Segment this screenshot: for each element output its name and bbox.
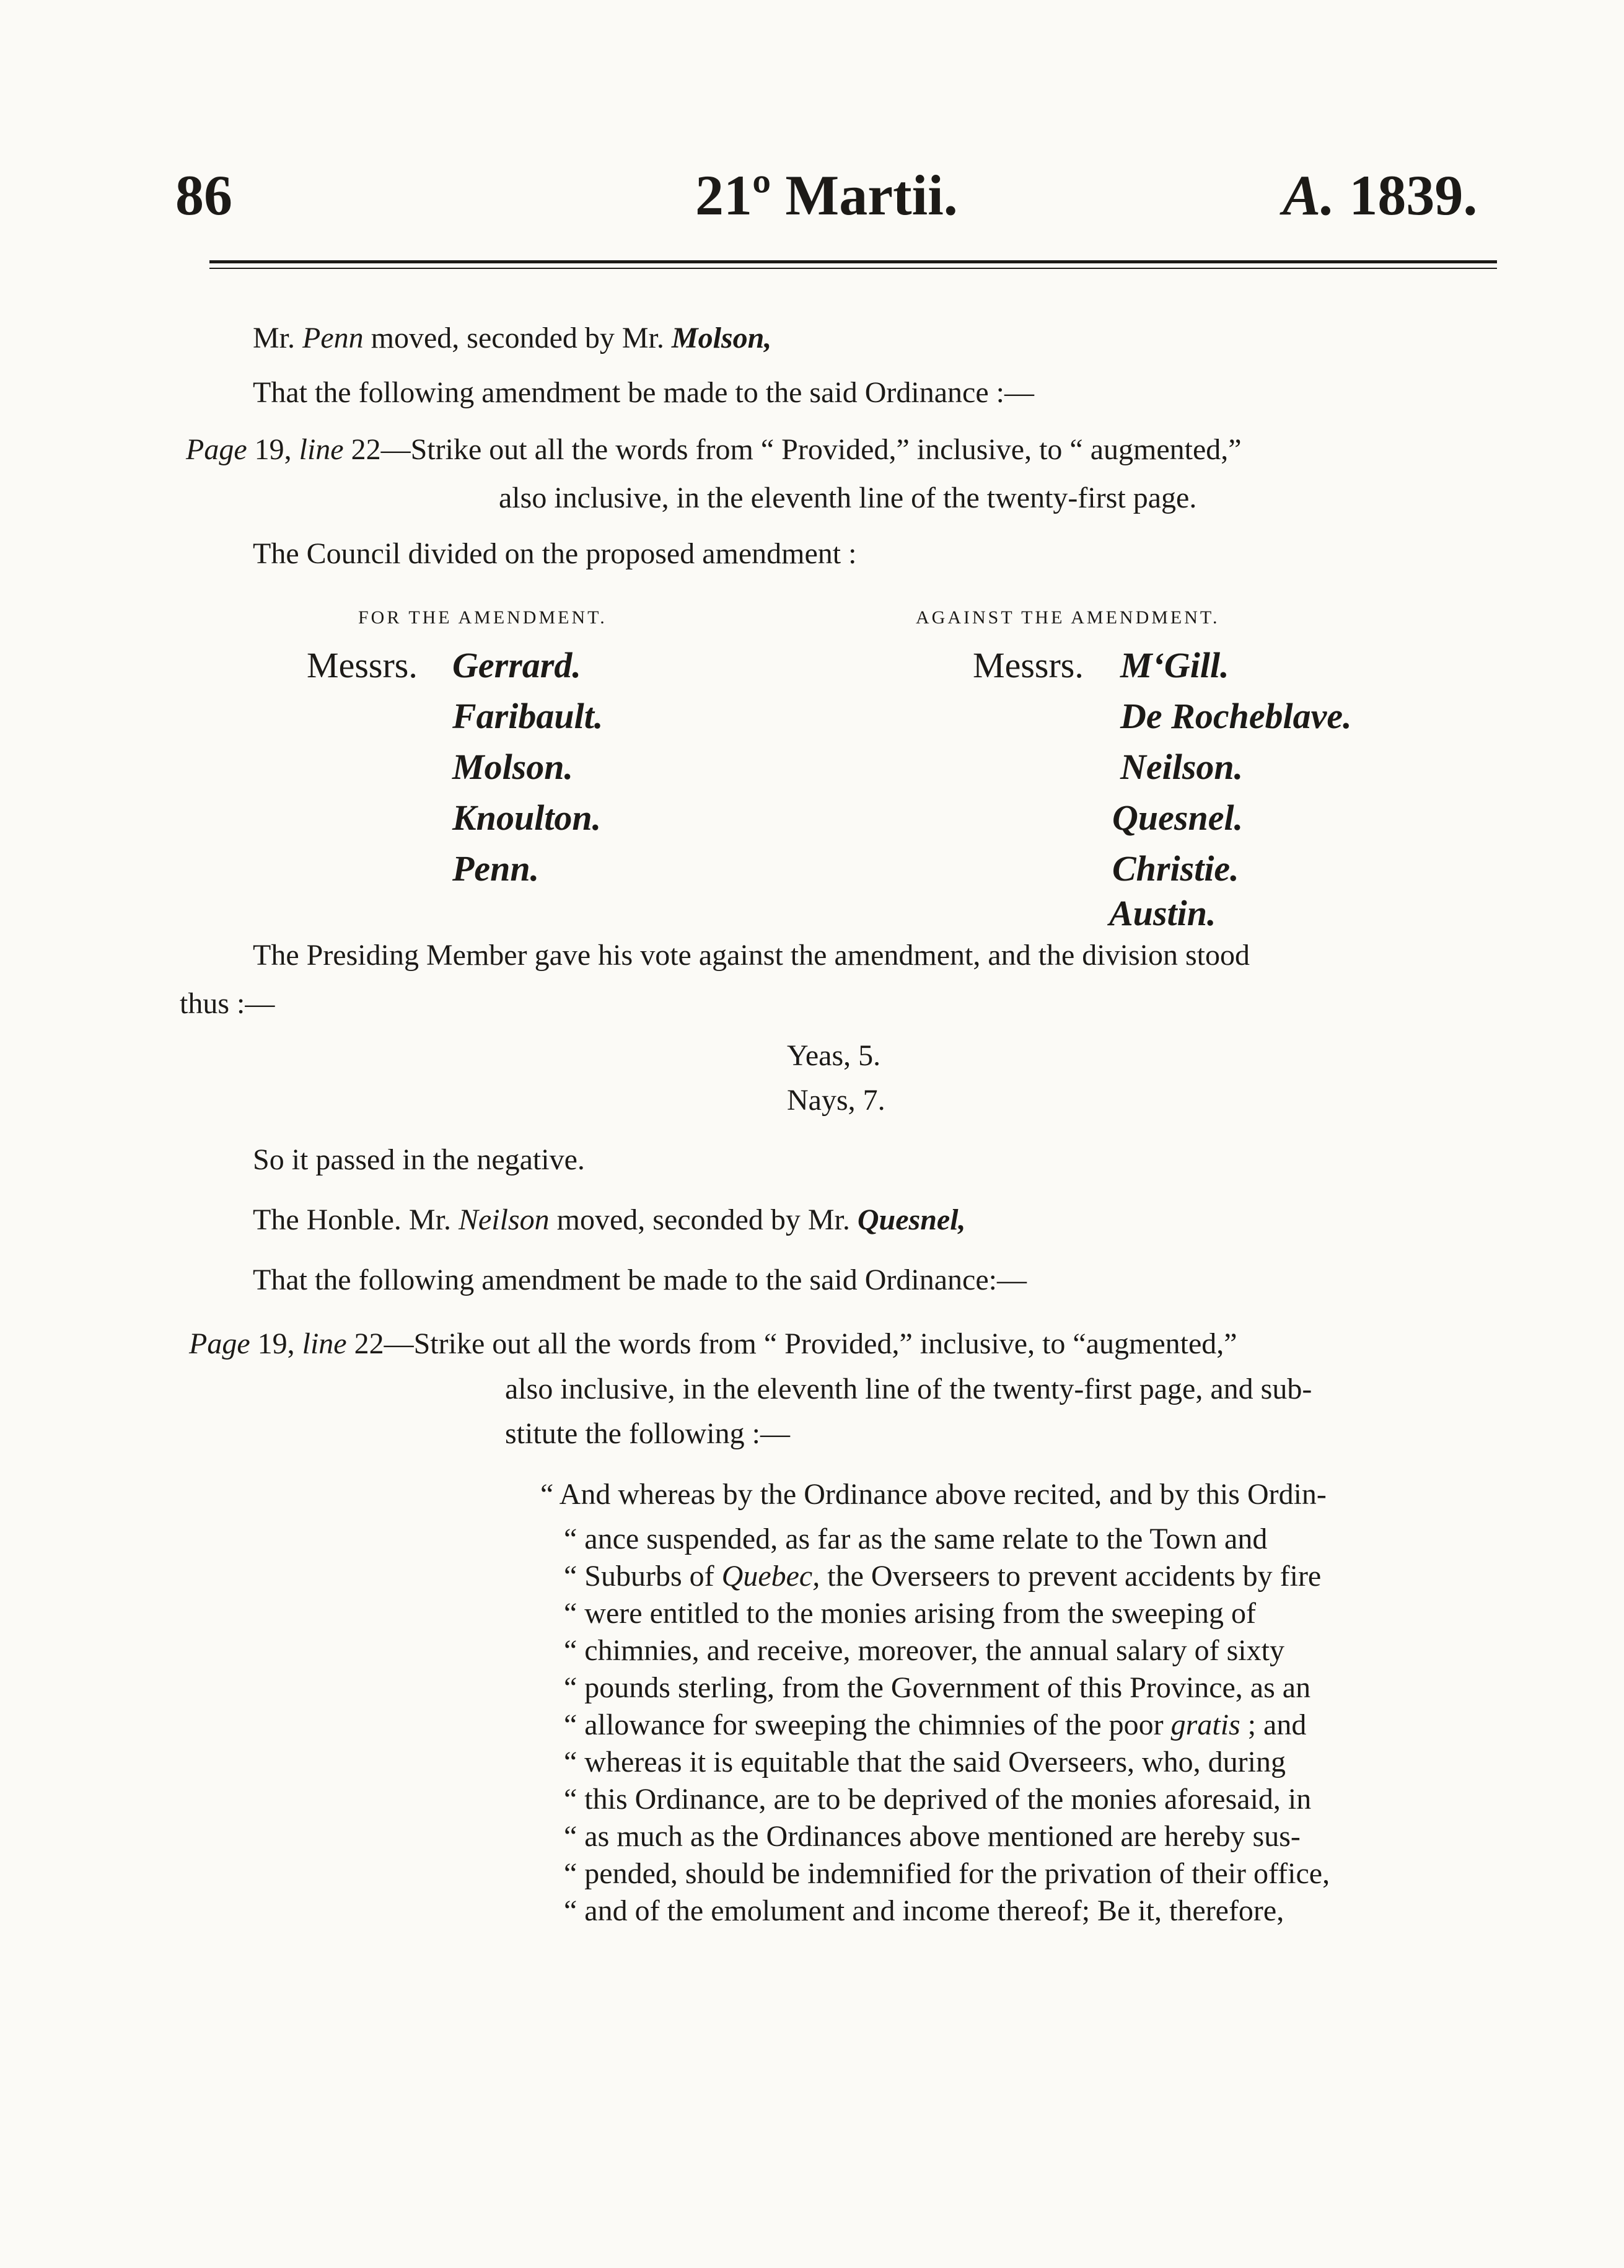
header-rule-thick <box>209 260 1497 263</box>
mover-name: Penn <box>302 322 364 354</box>
ref-page-num: 19, <box>250 1327 302 1360</box>
quote-line <box>564 1710 1306 1740</box>
motion1-reference <box>186 435 1242 465</box>
quote-line: “ pended, should be indemnified for the privation of their office, <box>564 1857 1330 1890</box>
against-name: Christie. <box>1112 848 1239 889</box>
motion2-mover-line <box>253 1205 966 1235</box>
quote-line: “ pounds sterling, from the Government of this Province, as an <box>564 1671 1311 1704</box>
presiding-statement: The Presiding Member gave his vote against the amendment, and the division stood <box>253 939 1250 972</box>
year-value: 1839. <box>1349 164 1478 227</box>
motion2-intro: That the following amendment be made to the said Ordinance:— <box>253 1264 1027 1296</box>
yeas-count: Yeas, 5. <box>787 1039 881 1072</box>
for-name: Knoulton. <box>452 798 602 838</box>
moved-text: moved, seconded by Mr. <box>549 1203 858 1236</box>
presiding-thus: thus :— <box>180 987 275 1020</box>
against-name: Quesnel. <box>1112 798 1244 838</box>
motion2-line2: also inclusive, in the eleventh line of the twenty-first page, and sub- <box>505 1373 1312 1405</box>
quote-line: “ as much as the Ordinances above mentioned are hereby sus- <box>564 1820 1301 1853</box>
quote-line-rest: the Overseers to prevent accidents by fire <box>820 1560 1322 1593</box>
quote-line: “ this Ordinance, are to be deprived of the monies aforesaid, in <box>564 1783 1312 1816</box>
for-name: Faribault. <box>452 696 604 736</box>
motion1-intro: That the following amendment be made to the said Ordinance :— <box>253 376 1034 409</box>
against-messrs: Messrs. <box>973 645 1084 685</box>
motion2-reference <box>189 1329 1237 1359</box>
for-messrs: Messrs. <box>307 645 418 685</box>
motion1-mover-line <box>253 323 771 353</box>
quote-line <box>564 1562 1321 1591</box>
moved-text: moved, seconded by Mr. <box>363 322 672 354</box>
gratis-word: gratis <box>1170 1708 1240 1741</box>
motion2-line3: stitute the following :— <box>505 1417 790 1450</box>
page-year <box>1283 162 1477 228</box>
against-name: Austin. <box>1109 893 1216 933</box>
quote-line: “ whereas it is equitable that the said Overseers, who, during <box>564 1746 1286 1778</box>
ref-rest: 22—Strike out all the words from “ Provided,” inclusive, to “ augmented,” <box>343 433 1242 466</box>
against-name: M‘Gill. <box>1120 645 1229 685</box>
seconder-name: Molson, <box>671 322 772 354</box>
mr-label: Mr. <box>253 322 303 354</box>
quote-line-rest: ; and <box>1240 1708 1307 1741</box>
quote-line: “ and of the emolument and income thereof; Be it, therefore, <box>564 1894 1284 1927</box>
ref-page: Page <box>186 433 247 466</box>
ref-line: line <box>299 433 344 466</box>
motion1-line2: also inclusive, in the eleventh line of the twenty-first page. <box>499 481 1197 514</box>
quote-line-start: “ Suburbs of <box>564 1560 722 1593</box>
negative-result: So it passed in the negative. <box>253 1143 585 1176</box>
header-rule-thin <box>209 268 1497 269</box>
for-name: Penn. <box>452 848 540 889</box>
for-name: Molson. <box>452 747 574 787</box>
ref-rest: 22—Strike out all the words from “ Provided,” inclusive, to “augmented,” <box>346 1327 1237 1360</box>
ref-line: line <box>302 1327 347 1360</box>
for-heading: FOR THE AMENDMENT. <box>358 607 607 628</box>
quote-line: “ were entitled to the monies arising from the sweeping of <box>564 1597 1257 1630</box>
ref-page: Page <box>189 1327 250 1360</box>
motion1-divided: The Council divided on the proposed amendment : <box>253 537 857 570</box>
nays-count: Nays, 7. <box>787 1084 885 1117</box>
against-heading: AGAINST THE AMENDMENT. <box>916 607 1220 628</box>
seconder-name: Quesnel, <box>857 1203 966 1236</box>
ref-page-num: 19, <box>247 433 299 466</box>
quote-line: “ ance suspended, as far as the same relate to the Town and <box>564 1523 1268 1555</box>
quote-line: “ And whereas by the Ordinance above recited, and by this Ordin- <box>540 1478 1327 1511</box>
quote-line: “ chimnies, and receive, moreover, the annual salary of sixty <box>564 1634 1284 1667</box>
honble-label: The Honble. Mr. <box>253 1203 459 1236</box>
page-date: 21º Martii. <box>695 164 958 227</box>
against-name: Neilson. <box>1120 747 1244 787</box>
quebec-name: Quebec, <box>721 1560 820 1593</box>
quote-line-start: “ allowance for sweeping the chimnies of the poor <box>564 1708 1171 1741</box>
against-name: De Rocheblave. <box>1120 696 1352 736</box>
year-prefix: A. <box>1283 164 1335 227</box>
mover-name: Neilson <box>458 1203 550 1236</box>
page-number: 86 <box>175 164 232 227</box>
for-name: Gerrard. <box>452 645 581 685</box>
